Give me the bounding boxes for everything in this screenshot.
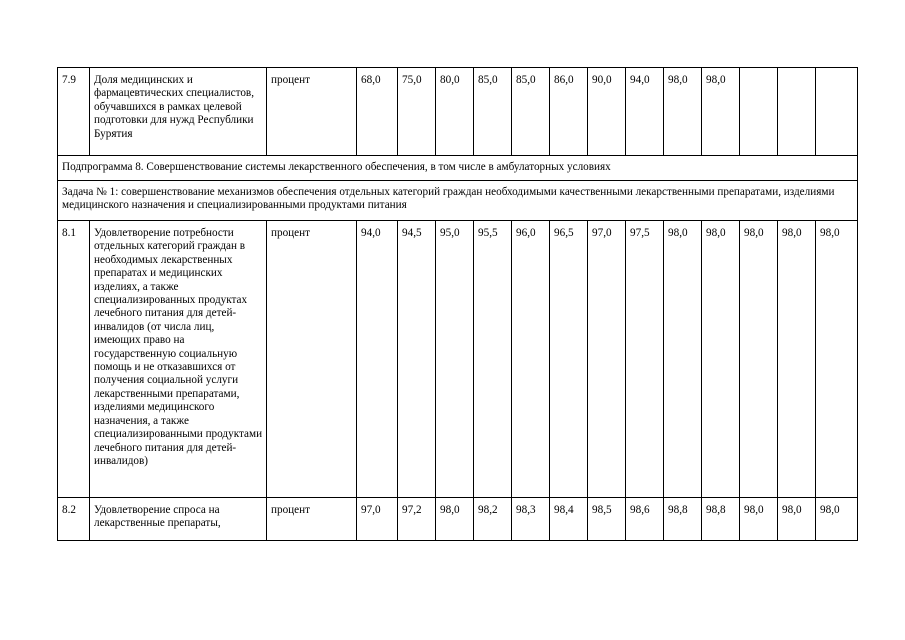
table-row xyxy=(58,68,858,156)
value-cell: 90,0 xyxy=(588,68,626,156)
value-cell xyxy=(778,68,816,156)
value-cell: 98,0 xyxy=(702,68,740,156)
value-cell: 98,0 xyxy=(664,68,702,156)
value-cell: 98,0 xyxy=(816,221,858,498)
value-cell: 97,5 xyxy=(626,221,664,498)
value-cell: 85,0 xyxy=(512,68,550,156)
value-cell: 98,0 xyxy=(436,498,474,541)
value-cell: 98,8 xyxy=(702,498,740,541)
value-cell: 98,5 xyxy=(588,498,626,541)
value-cell: 98,0 xyxy=(740,221,778,498)
row-number: 7.9 xyxy=(58,68,90,156)
row-number: 8.1 xyxy=(58,221,90,498)
value-cell: 80,0 xyxy=(436,68,474,156)
table-row xyxy=(58,498,858,541)
value-cell: 98,4 xyxy=(550,498,588,541)
indicator-name: Удовлетворение потребности отдельных категорий граждан в необходимых лекарственных препаратах и медицинских изделиях, а также специализированных продуктах лечебного питания для детей-инвалидов (от числа лиц, имеющих право на государственную социальную помощь и не отказавшихся от получения социальной услуги лекарственными препаратами, изделиями медицинского назначения, а также специализированными продуктами лечебного питания для детей-инвалидов) xyxy=(90,221,267,498)
indicator-name: Доля медицинских и фармацевтических специалистов, обучавшихся в рамках целевой подготовки для нужд Республики Бурятия xyxy=(90,68,267,156)
table-row xyxy=(58,221,858,498)
value-cell: 98,2 xyxy=(474,498,512,541)
unit-cell: процент xyxy=(267,221,357,498)
value-cell: 75,0 xyxy=(398,68,436,156)
indicators-table xyxy=(57,67,858,541)
value-cell: 95,0 xyxy=(436,221,474,498)
value-cell: 94,0 xyxy=(357,221,398,498)
task-title: Задача № 1: совершенствование механизмов обеспечения отдельных категорий граждан необходимыми качественными лекарственными препаратами, изделиями медицинского назначения и специализированными продуктами питания xyxy=(58,181,858,221)
value-cell: 97,0 xyxy=(588,221,626,498)
unit-cell: процент xyxy=(267,68,357,156)
value-cell: 96,5 xyxy=(550,221,588,498)
value-cell: 94,0 xyxy=(626,68,664,156)
subprogram-row xyxy=(58,156,858,181)
value-cell: 86,0 xyxy=(550,68,588,156)
value-cell: 97,0 xyxy=(357,498,398,541)
value-cell: 98,8 xyxy=(664,498,702,541)
value-cell: 85,0 xyxy=(474,68,512,156)
unit-cell: процент xyxy=(267,498,357,541)
value-cell: 98,0 xyxy=(816,498,858,541)
value-cell: 96,0 xyxy=(512,221,550,498)
value-cell: 98,0 xyxy=(702,221,740,498)
value-cell: 98,0 xyxy=(664,221,702,498)
value-cell: 98,3 xyxy=(512,498,550,541)
indicator-name: Удовлетворение спроса на лекарственные препараты, xyxy=(90,498,267,541)
value-cell: 97,2 xyxy=(398,498,436,541)
value-cell: 95,5 xyxy=(474,221,512,498)
value-cell xyxy=(740,68,778,156)
value-cell: 94,5 xyxy=(398,221,436,498)
value-cell: 68,0 xyxy=(357,68,398,156)
row-number: 8.2 xyxy=(58,498,90,541)
value-cell xyxy=(816,68,858,156)
value-cell: 98,0 xyxy=(778,498,816,541)
task-row xyxy=(58,181,858,221)
value-cell: 98,0 xyxy=(778,221,816,498)
value-cell: 98,6 xyxy=(626,498,664,541)
subprogram-title: Подпрограмма 8. Совершенствование системы лекарственного обеспечения, в том числе в амбулаторных условиях xyxy=(58,156,858,181)
value-cell: 98,0 xyxy=(740,498,778,541)
